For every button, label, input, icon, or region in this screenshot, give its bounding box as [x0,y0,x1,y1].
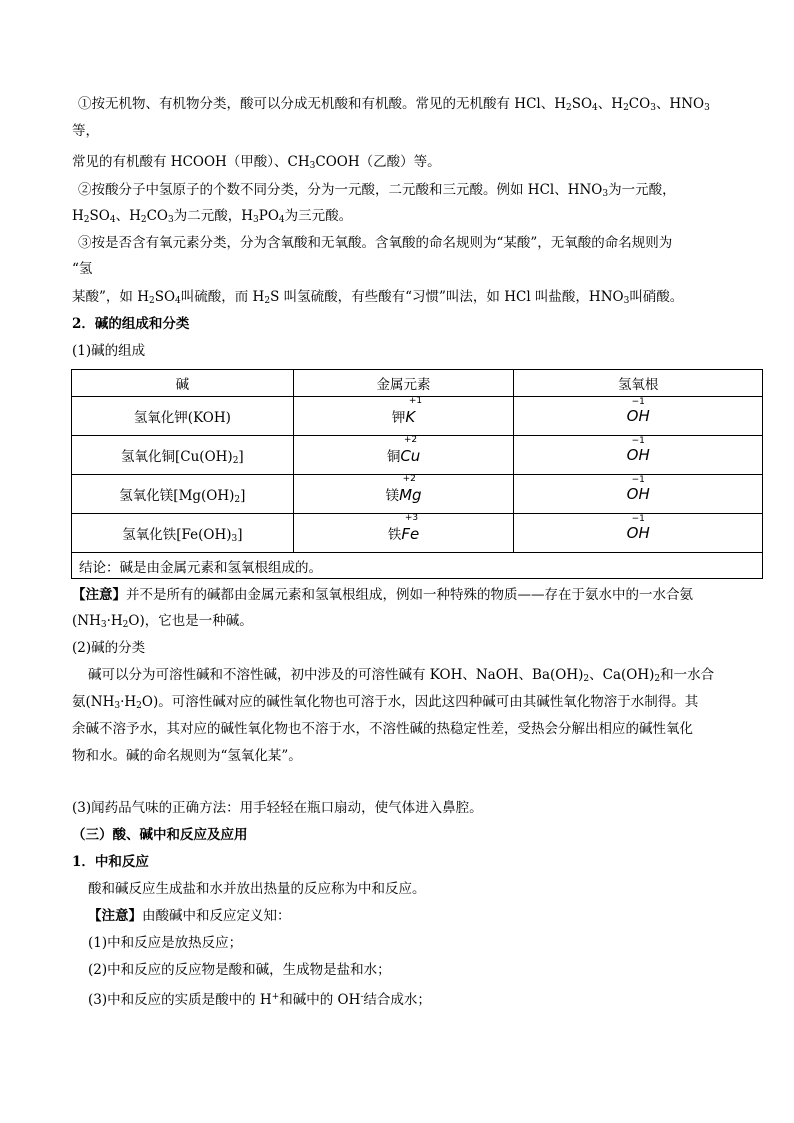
note-ammonia-line1: 【注意】并不是所有的碱都由金属元素和氢氧根组成，例如一种特殊的物质——存在于氨水中的一水合氨 [72,587,693,603]
hydroxide-cell: OH −1 [514,397,763,436]
note-item-1: (1)中和反应是放热反应； [88,935,243,951]
para-base-classification-line4: 物和水。碱的命名规则为“氢氧化某”。 [72,748,302,764]
table-row [72,475,763,514]
note-item-3: (3)中和反应的实质是酸中的 H+和碱中的 OH-结合成水； [88,992,431,1008]
header-metal-element: 金属元素 [293,370,514,397]
para-base-classification-line2: 氨$(NH_3\cdot H_2O)$。可溶性碱对应的碱性氧化物也可溶于水，因此这四种碱可由其碱性氧化物溶于水制得。其 [72,694,699,711]
base-name-cell: 氢氧化铜$[Cu(OH)_2]$ [72,436,294,475]
note-neutralization: 【注意】由酸碱中和反应定义知： [88,908,291,924]
para-base-classification-line3: 余碱不溶予水，其对应的碱性氧化物也不溶于水，不溶性碱的热稳定性差，受热会分解出相应的碱性氧化 [72,721,693,737]
table-conclusion-row [72,553,763,579]
para-acid-oxygen-line2: “氢 [72,261,93,277]
subsection-smell-method: (3)闻药品气味的正确方法：用手轻轻在瓶口扇动，使气体进入鼻腔。 [72,800,483,816]
table-conclusion: 结论：碱是由金属元素和氢氧根组成的。 [72,553,763,579]
para-acid-oxygen-line1: ③按是否含有氧元素分类，分为含氧酸和无氧酸。含氧酸的命名规则为“某酸”，无氧酸的命名规则为 [78,235,673,251]
table-header-row [72,370,763,397]
para-acid-basicity-line1: ②按酸分子中氢原子的个数不同分类，分为一元酸，二元酸和三元酸。例如 HCl、$HNO_3$为一元酸， [78,182,676,199]
metal-element-cell: 铜Cu +2 [293,436,514,475]
para-neutralization-definition: 酸和碱反应生成盐和水并放出热量的反应称为中和反应。 [88,881,426,897]
hydroxide-cell: OH −1 [514,514,763,553]
header-hydroxide: 氢氧根 [514,370,763,397]
note-ammonia-line2: $(NH_3\cdot H_2O)$，它也是一种碱。 [72,613,253,630]
hydroxide-cell: OH −1 [514,436,763,475]
para-acid-basicity-line2: $H_2SO_4$、$H_2CO_3$为二元酸，$H_3PO_4$为三元酸。 [72,208,353,225]
metal-element-cell: 镁Mg +2 [293,475,514,514]
base-name-cell: 氢氧化铁$[Fe(OH)_3]$ [72,514,294,553]
para-acid-line2: 等， [72,123,99,139]
para-acid-line3: 常见的有机酸有 HCOOH（甲酸）、$CH_3COOH$（乙酸）等。 [72,154,441,171]
hydroxide-cell: OH −1 [514,475,763,514]
para-base-classification-line1: 碱可以分为可溶性碱和不溶性碱，初中涉及的可溶性碱有 KOH、NaOH、$Ba(OH)_2$、$Ca(OH)_2$和一水合 [88,667,715,684]
subsection-title-base-composition: (1)碱的组成 [72,343,146,359]
table-row [72,436,763,475]
metal-element-cell: 铁Fe +3 [293,514,514,553]
base-composition-table [71,369,763,579]
subsection-title-base-classification: (2)碱的分类 [72,640,146,656]
base-name-cell: 氢氧化钾(KOH) [72,397,294,436]
section-title-neutralization: （三）酸、碱中和反应及应用 [72,827,248,843]
note-label: 【注意】 [72,587,126,603]
section-title-base-composition: 2．碱的组成和分类 [72,316,190,332]
table-row [72,514,763,553]
table-row [72,397,763,436]
note-label: 【注意】 [88,908,142,924]
para-acid-inorganic-organic-line1: ①按无机物、有机物分类，酸可以分成无机酸和有机酸。常见的无机酸有 HCl、$H_2SO_4$、$H_2CO_3$、$HNO_3$ [78,96,710,113]
note-item-2: (2)中和反应的反应物是酸和碱，生成物是盐和水； [88,962,391,978]
para-acid-oxygen-line3: 某酸”，如 $H_2SO_4$叫硫酸，而 $H_2S$ 叫氢硫酸，有些酸有“习惯”叫法，如 HCl 叫盐酸，$HNO_3$叫硝酸。 [72,289,684,306]
base-name-cell: 氢氧化镁$[Mg(OH)_2]$ [72,475,294,514]
header-base: 碱 [72,370,294,397]
section-title-neutralization-reaction: 1．中和反应 [72,854,149,870]
metal-element-cell: 钾K +1 [293,397,514,436]
